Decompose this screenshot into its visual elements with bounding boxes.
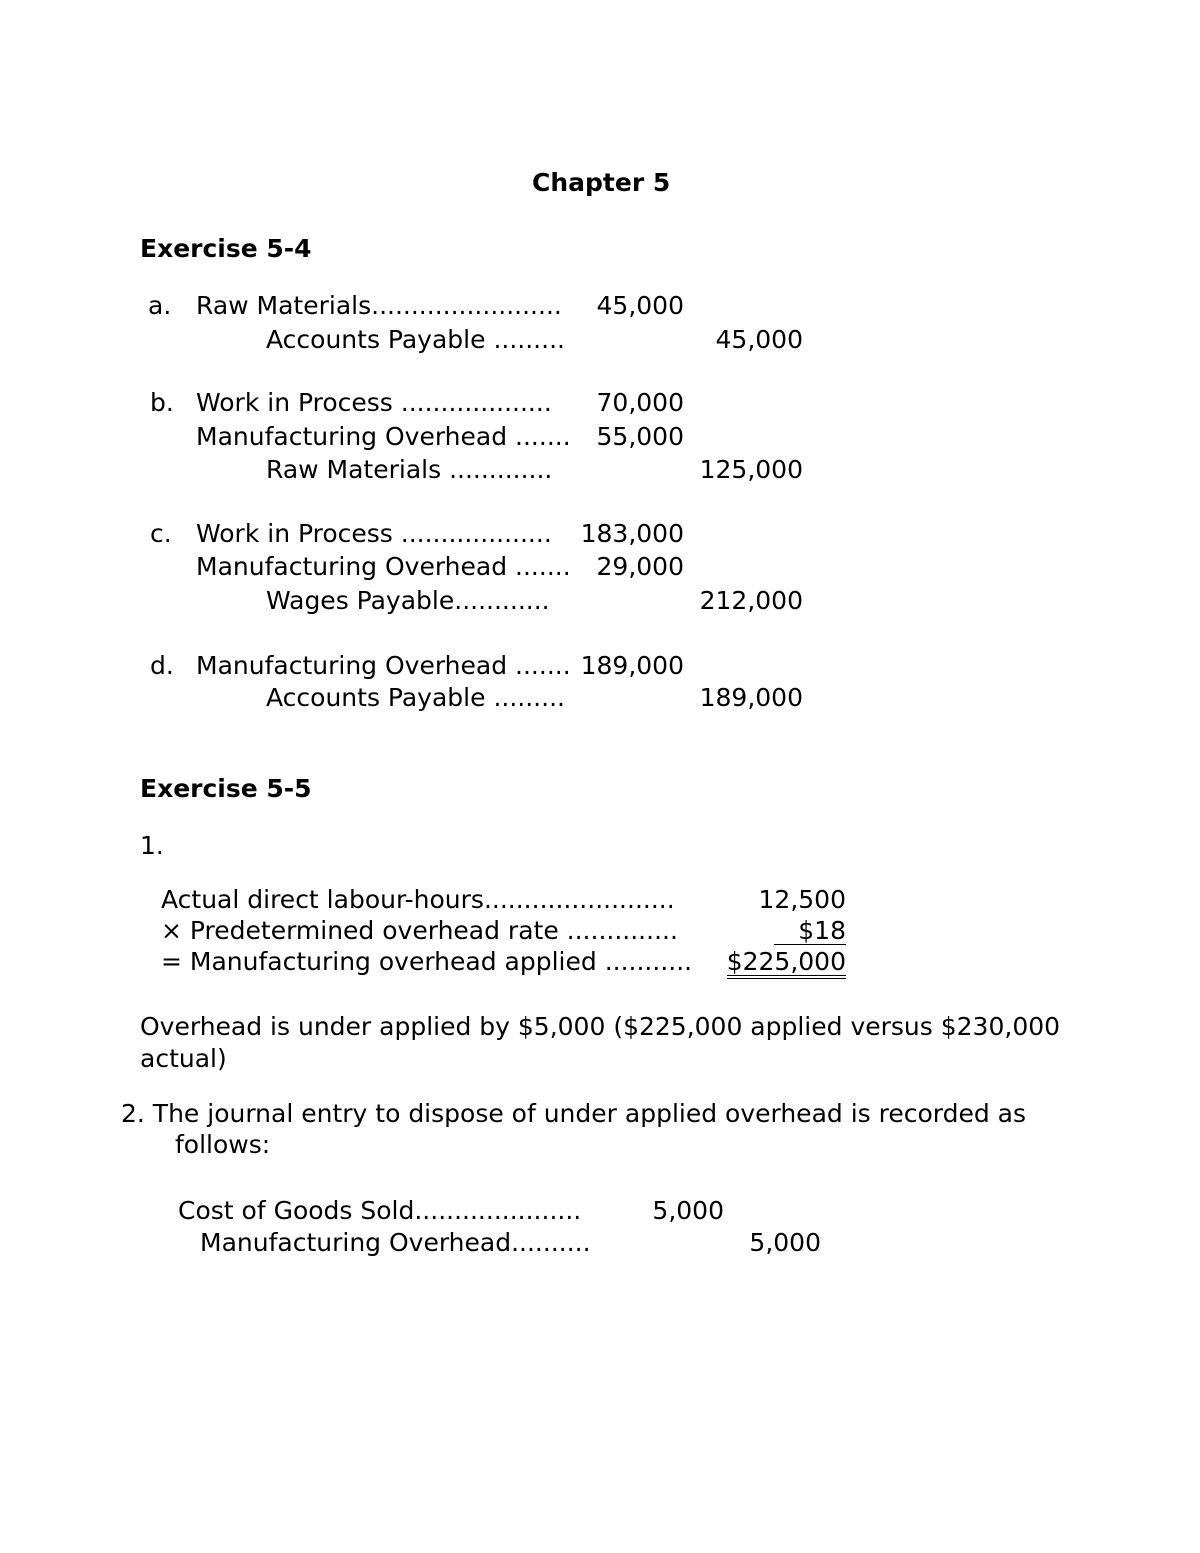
account-name: Manufacturing Overhead xyxy=(196,651,508,680)
entry-letter: b. xyxy=(150,388,174,417)
account-name: Raw Materials xyxy=(196,291,372,320)
debit-account: Cost of Goods Sold..................... xyxy=(178,1196,582,1225)
debit-amount: 183,000 xyxy=(580,519,684,548)
calc-label: × Predetermined overhead rate .............. xyxy=(161,916,678,945)
credit-amount: 45,000 xyxy=(715,325,803,354)
calc-label: Actual direct labour-hours........................ xyxy=(161,885,675,914)
exercise-5-4-heading: Exercise 5-4 xyxy=(140,234,312,263)
dot-leader: ........................ xyxy=(371,291,562,320)
debit-amount: 55,000 xyxy=(596,422,684,451)
account-name: Manufacturing Overhead xyxy=(196,552,508,581)
dot-leader: ....... xyxy=(507,422,571,451)
calc-value: 12,500 xyxy=(758,885,846,914)
account-name: Accounts Payable xyxy=(266,325,486,354)
debit-account xyxy=(196,651,571,681)
part-2-line-2: follows: xyxy=(175,1130,271,1159)
debit-amount: 70,000 xyxy=(596,388,684,417)
entry-letter: c. xyxy=(150,519,172,548)
dot-leader: ......... xyxy=(485,325,565,354)
account-name: Wages Payable xyxy=(266,586,455,615)
credit-account xyxy=(266,325,565,355)
calc-value: $18 xyxy=(720,916,846,946)
conclusion-line-2: actual) xyxy=(140,1044,227,1073)
account-name: Accounts Payable xyxy=(266,683,486,712)
credit-amount: 189,000 xyxy=(699,683,803,712)
entry-letter: d. xyxy=(150,651,174,680)
debit-account xyxy=(196,388,552,418)
conclusion-line-1: Overhead is under applied by $5,000 ($225,000 applied versus $230,000 xyxy=(140,1012,1061,1041)
account-name: Work in Process xyxy=(196,388,393,417)
debit-account xyxy=(196,519,552,549)
dot-leader: ............. xyxy=(441,455,553,484)
page-title: Chapter 5 xyxy=(532,168,671,197)
credit-account xyxy=(266,586,550,616)
account-name: Work in Process xyxy=(196,519,393,548)
debit-amount: 45,000 xyxy=(596,291,684,320)
account-name: Raw Materials xyxy=(266,455,442,484)
debit-amount: 29,000 xyxy=(596,552,684,581)
part-2-line-1: 2. The journal entry to dispose of under applied overhead is recorded as xyxy=(121,1099,1027,1128)
debit-amount: 189,000 xyxy=(580,651,684,680)
dot-leader: ....... xyxy=(507,651,571,680)
credit-amount: 125,000 xyxy=(699,455,803,484)
dot-leader: ....... xyxy=(507,552,571,581)
dot-leader: ............ xyxy=(454,586,550,615)
debit-account xyxy=(196,552,571,582)
calc-total: $225,000 xyxy=(720,947,846,979)
credit-amount: 212,000 xyxy=(699,586,803,615)
calc-label: = Manufacturing overhead applied ........... xyxy=(161,947,693,976)
debit-amount: 5,000 xyxy=(652,1196,724,1225)
account-name: Manufacturing Overhead xyxy=(196,422,508,451)
exercise-5-5-heading: Exercise 5-5 xyxy=(140,774,312,803)
credit-account xyxy=(266,455,552,485)
dot-leader: ......... xyxy=(485,683,565,712)
part-1-label: 1. xyxy=(140,831,164,860)
entry-letter: a. xyxy=(148,291,172,320)
credit-amount: 5,000 xyxy=(749,1228,821,1257)
dot-leader: ................... xyxy=(392,519,552,548)
credit-account: Manufacturing Overhead.......... xyxy=(200,1228,591,1257)
debit-account xyxy=(196,422,571,452)
credit-account xyxy=(266,683,565,713)
dot-leader: ................... xyxy=(392,388,552,417)
debit-account xyxy=(196,291,562,321)
